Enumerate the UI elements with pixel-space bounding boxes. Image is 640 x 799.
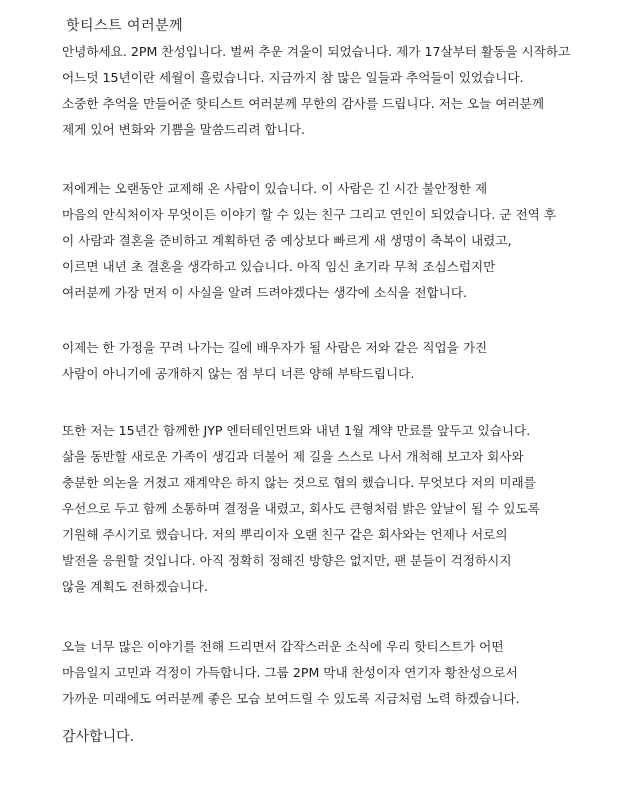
paragraph-2-line-5: 여러분께 가장 먼저 이 사실을 알려 드려야겠다는 생각에 소식을 전합니다.	[62, 285, 467, 300]
paragraph-2-line-2: 마음의 안식처이자 무엇이든 이야기 할 수 있는 친구 그리고 연인이 되었습니다. 군 전역 후	[62, 207, 557, 222]
paragraph-4-line-4: 우선으로 두고 함께 소통하며 결정을 내렸고, 회사도 큰형처럼 밝은 앞날이 될 수 있도록	[62, 501, 540, 516]
paragraph-5-line-1: 오늘 너무 많은 이야기를 전해 드리면서 갑작스러운 소식에 우리 핫티스트가 어떤	[62, 639, 504, 654]
paragraph-4-line-3: 충분한 의논을 거쳤고 재계약은 하지 않는 것으로 협의 했습니다. 무엇보다 저의 미래를	[62, 475, 536, 490]
paragraph-4-line-5: 기원해 주시기로 했습니다. 저의 뿌리이자 오랜 친구 같은 회사와는 언제나 서로의	[62, 527, 508, 542]
paragraph-4-line-2: 삶을 동반할 새로운 가족이 생김과 더불어 제 길을 스스로 나서 개척해 보고자 회사와	[62, 449, 524, 464]
paragraph-2-line-3: 이 사람과 결혼을 준비하고 계획하던 중 예상보다 빠르게 새 생명이 축복이 내렸고,	[62, 233, 512, 248]
paragraph-3-line-1: 이제는 한 가정을 꾸려 나가는 길에 배우자가 될 사람은 저와 같은 직업을 가진	[62, 340, 488, 355]
paragraph-3-line-2: 사람이 아니기에 공개하지 않는 점 부디 너른 양해 부탁드립니다.	[62, 366, 415, 381]
paragraph-4-line-1: 또한 저는 15년간 함께한 JYP 엔터테인먼트와 내년 1월 계약 만료를 앞두고 있습니다.	[62, 423, 531, 438]
paragraph-1-line-3: 소중한 추억을 만들어준 핫티스트 여러분께 무한의 감사를 드립니다. 저는 오늘 여러분께	[62, 96, 544, 111]
paragraph-1-line-1: 안녕하세요. 2PM 찬성입니다. 벌써 추운 겨울이 되었습니다. 제가 17살부터 활동을 시작하고	[62, 44, 571, 59]
paragraph-5-line-2: 마음일지 고민과 걱정이 가득합니다. 그룹 2PM 막내 찬성이자 연기자 황찬성으로서	[62, 665, 518, 680]
paragraph-2-line-1: 저에게는 오랜동안 교제해 온 사람이 있습니다. 이 사람은 긴 시간 불안정한 제	[62, 181, 488, 196]
paragraph-2-line-4: 이르면 내년 초 결혼을 생각하고 있습니다. 아직 임신 초기라 무척 조심스럽지만	[62, 259, 496, 274]
paragraph-4-line-6: 발전을 응원할 것입니다. 아직 정확히 정해진 방향은 없지만, 팬 분들이 걱정하시지	[62, 553, 512, 568]
paragraph-1-line-2: 어느덧 15년이란 세월이 흘렀습니다. 지금까지 참 많은 일들과 추억들이 있었습니다.	[62, 70, 524, 85]
paragraph-1-line-4: 제게 있어 변화와 기쁨을 말씀드리려 합니다.	[62, 122, 305, 137]
letter-salutation: 핫티스트 여러분께	[66, 18, 184, 34]
paragraph-4-line-7: 않을 계획도 전하겠습니다.	[62, 579, 208, 594]
paragraph-5-line-3: 가까운 미래에도 여러분께 좋은 모습 보여드릴 수 있도록 지금처럼 노력 하겠습니다.	[62, 691, 520, 706]
letter-closing: 감사합니다.	[62, 729, 135, 745]
